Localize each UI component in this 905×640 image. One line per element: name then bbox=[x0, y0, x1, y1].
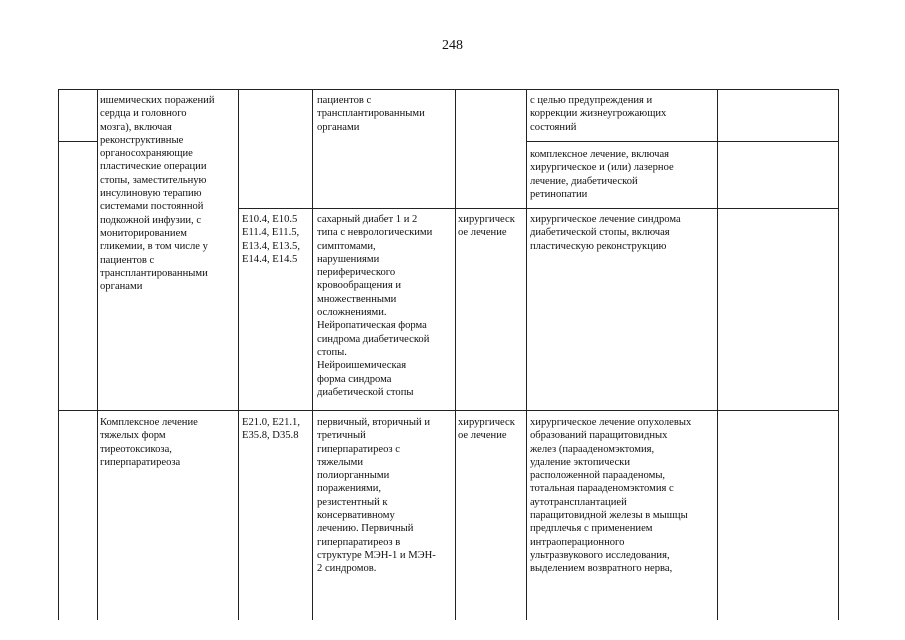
table-border-left bbox=[58, 89, 59, 620]
row-divider bbox=[238, 208, 839, 209]
row-divider bbox=[58, 410, 839, 411]
patient-model-continued: пациентов с трансплантированными органами bbox=[317, 95, 425, 133]
table-border-top bbox=[58, 89, 839, 90]
disease-group-name-hyperparathyroidism: Комплексное лечение тяжелых форм тиреотоксикоза, гиперпаратиреоза bbox=[100, 417, 198, 468]
column-divider bbox=[312, 89, 313, 620]
treatment-type-diabetic-foot: хирургическ ое лечение bbox=[458, 214, 515, 239]
column-divider bbox=[717, 89, 718, 620]
row-divider bbox=[526, 141, 839, 142]
icd-codes-diabetic-foot: E10.4, E10.5 E11.4, E11.5, E13.4, E13.5, E14.4, E14.5 bbox=[242, 214, 300, 265]
icd-codes-hyperparathyroidism: E21.0, E21.1, E35.8, D35.8 bbox=[242, 417, 300, 442]
column-divider bbox=[455, 89, 456, 620]
treatment-method-prevention: с целью предупреждения и коррекции жизнеугрожающих состояний bbox=[530, 95, 667, 133]
patient-model-hyperparathyroidism: первичный, вторичный и третичный гиперпаратиреоз с тяжелыми полиорганными поражениями, резистентный к консервативному лечению. Первичный гиперпаратиреоз в структуре МЭН-1 и МЭН- 2 синдромов. bbox=[317, 417, 436, 575]
patient-model-diabetic-foot: сахарный диабет 1 и 2 типа с неврологическими симптомами, нарушениями периферического кровообращения и множественными осложнениями. Нейропатическая форма синдрома диабетической стопы. Нейроишемическая форма синдрома диабетической стопы bbox=[317, 214, 433, 398]
treatment-type-hyperparathyroidism: хирургическ ое лечение bbox=[458, 417, 515, 442]
row-divider bbox=[58, 141, 98, 142]
treatment-method-diabetic-foot: хирургическое лечение синдрома диабетической стопы, включая пластическую реконструкцию bbox=[530, 214, 681, 252]
table-border-right bbox=[838, 89, 839, 620]
treatment-method-hyperparathyroidism: хирургическое лечение опухолевых образований паращитовидных желез (парааденомэктомия, удаление эктопически расположенной парааденомы, тотальная парааденомэктомия с аутотрансплантацией паращитовидной железы в мышцы предплечья с применением интраоперационного ультразвукового исследования, выделением возвратного нерва, bbox=[530, 417, 692, 575]
column-divider bbox=[97, 89, 98, 620]
column-divider bbox=[526, 89, 527, 620]
disease-group-name-continued: ишемических поражений сердца и головного мозга), включая реконструктивные органосохраняющие пластические операции стопы, заместительную инсулиновую терапию системами постоянной подкожной инфузии, с мониторированием гликемии, в том числе у пациентов с трансплантированными органами bbox=[100, 95, 215, 293]
treatment-method-retinopathy: комплексное лечение, включая хирургическое и (или) лазерное лечение, диабетической ретинопатии bbox=[530, 149, 674, 200]
page-number: 248 bbox=[442, 38, 463, 53]
column-divider bbox=[238, 89, 239, 620]
